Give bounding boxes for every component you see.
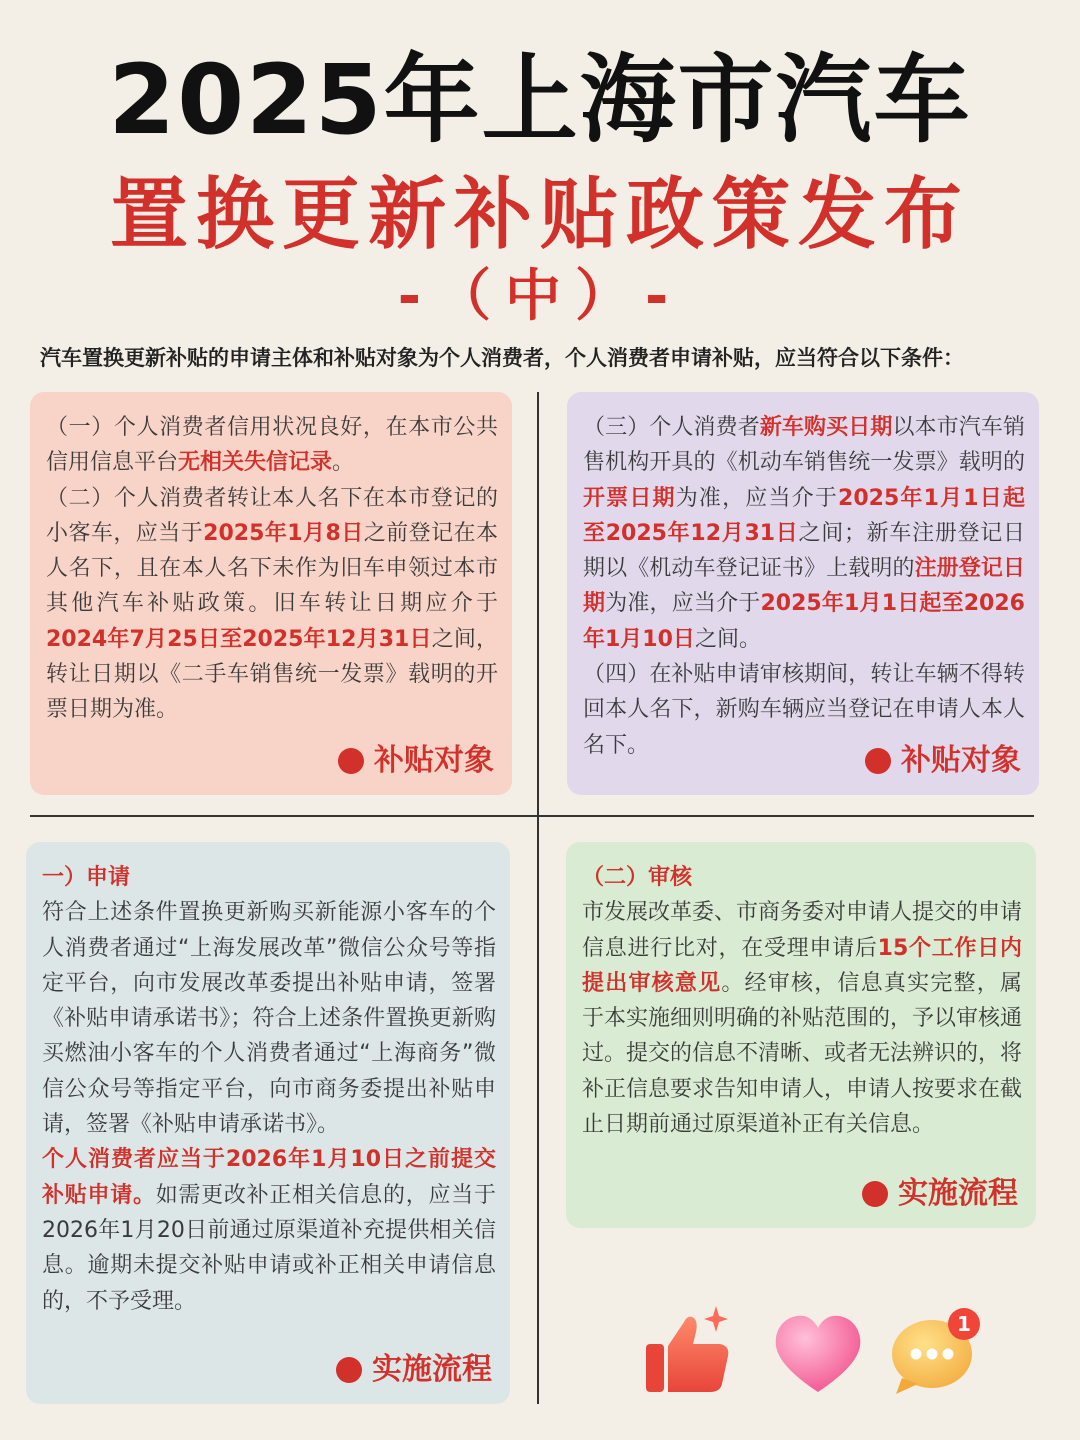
card1-tag <box>338 739 494 783</box>
card4-heading: （二）审核 <box>582 865 693 890</box>
card4-text: 。经审核，信息真实完整，属于本实施细则明确的补贴范围的，予以审核通过。提交的信息不清晰、或者无法辨识的，将补正信息要求告知申请人，申请人按要求在截止日期前通过原渠道补正有关信息。 <box>582 970 1023 1138</box>
card2-paragraph-2: （四）在补贴申请审核期间，转让车辆不得转回本人名下，新购车辆应当登记在申请人本人名下。 <box>583 662 1025 758</box>
card2-text: 为准，应当介于 <box>675 485 839 511</box>
card4-tag-label: 实施流程 <box>898 1176 1018 1211</box>
card2-highlight: 开票日期 <box>583 485 676 511</box>
horizontal-divider <box>30 815 1034 817</box>
card-review <box>566 842 1036 1228</box>
card4-text: 市发展改革委、市商务委对申请人提交的申请信息进行比对，在受理申请后 <box>582 900 1023 961</box>
card2-highlight: 2025年1月1日起至2026年1月10日 <box>583 591 1025 652</box>
bullet-dot-icon <box>336 1357 362 1383</box>
card2-text: 之间；新车注册登记日期以《机动车登记证书》上载明的 <box>583 520 1025 582</box>
card4-highlight: 15个工作日内提出审核意见 <box>582 935 1022 996</box>
card-application <box>26 842 510 1404</box>
card4-tag <box>862 1172 1018 1216</box>
card1-text: （一）个人消费者信用状况良好，在本市公共信用信息平台 <box>46 415 498 476</box>
card3-heading: 一）申请 <box>42 865 131 890</box>
notification-badge-count: 1 <box>957 1312 971 1336</box>
title-line1: 2025年上海市汽车 <box>108 44 972 156</box>
card2-text: 之间。 <box>694 626 761 652</box>
card1-highlight: 无相关失信记录 <box>178 450 333 476</box>
card3-text: 如需更改补正相关信息的，应当于2026年1月20日前通过原渠道补充提供相关信息。逾期未提交补贴申请或补正相关申请信息的，不予受理。 <box>42 1182 496 1314</box>
card2-tag <box>865 739 1021 783</box>
card1-highlight: 2025年1月8日 <box>203 520 364 546</box>
card1-paragraph-1 <box>46 410 498 481</box>
card1-text: 。 <box>332 450 355 476</box>
title-line3: -（中）- <box>397 264 683 329</box>
title-line2: 置换更新补贴政策发布 <box>109 170 970 260</box>
bullet-dot-icon <box>338 748 364 774</box>
bullet-dot-icon <box>862 1181 888 1207</box>
heart-icon[interactable] <box>772 1312 864 1396</box>
card2-text: 为准，应当介于 <box>605 591 761 617</box>
card2-highlight: 注册登记日期 <box>583 556 1025 617</box>
card3-paragraph-1: 符合上述条件置换更新购买新能源小客车的个人消费者通过“上海发展改革”微信公众号等指定平台，向市发展改革委提出补贴申请，签署《补贴申请承诺书》；符合上述条件置换更新购买燃油小客车的个人消费者通过“上海商务”微信公众号等指定平台，向市商务委提出补贴申请，签署《补贴申请承诺书》。 <box>42 900 496 1138</box>
card2-tag-label: 补贴对象 <box>901 743 1021 778</box>
card3-paragraph-2 <box>42 1142 496 1318</box>
card1-text: （二）个人消费者转让本人名下在本市登记的小客车，应当于 <box>46 485 498 546</box>
card1-highlight: 2024年7月25日至2025年12月31日 <box>46 626 432 652</box>
card2-text: （三）个人消费者 <box>583 415 760 440</box>
thumbs-up-icon[interactable] <box>640 1302 736 1398</box>
card-eligibility-2 <box>567 392 1039 795</box>
card2-text: 以本市汽车销售机构开具的《机动车销售统一发票》载明的 <box>583 415 1025 476</box>
bullet-dot-icon <box>865 748 891 774</box>
comment-icon[interactable] <box>888 1302 984 1398</box>
card3-highlight: 个人消费者应当于2026年1月10日之前提交补贴申请。 <box>42 1147 496 1208</box>
card3-tag-label: 实施流程 <box>372 1352 492 1387</box>
intro-text: 汽车置换更新补贴的申请主体和补贴对象为个人消费者，个人消费者申请补贴，应当符合以下条件： <box>40 346 964 370</box>
card1-text: 之前登记在本人名下，且在本人名下未作为旧车申领过本市其他汽车补贴政策。旧车转让日期应介于 <box>46 520 498 617</box>
card4-paragraph-1 <box>582 895 1022 1142</box>
card2-highlight: 2025年1月1日起至2025年12月31日 <box>583 485 1025 546</box>
card3-tag <box>336 1348 492 1392</box>
card2-paragraph-1 <box>583 410 1025 657</box>
card1-text: 之间，转让日期以《二手车销售统一发票》载明的开票日期为准。 <box>46 626 498 723</box>
vertical-divider <box>537 392 539 1404</box>
card2-highlight: 新车购买日期 <box>759 415 893 440</box>
card-eligibility-1 <box>30 392 512 795</box>
card1-tag-label: 补贴对象 <box>374 743 494 778</box>
card1-paragraph-2 <box>46 481 498 728</box>
